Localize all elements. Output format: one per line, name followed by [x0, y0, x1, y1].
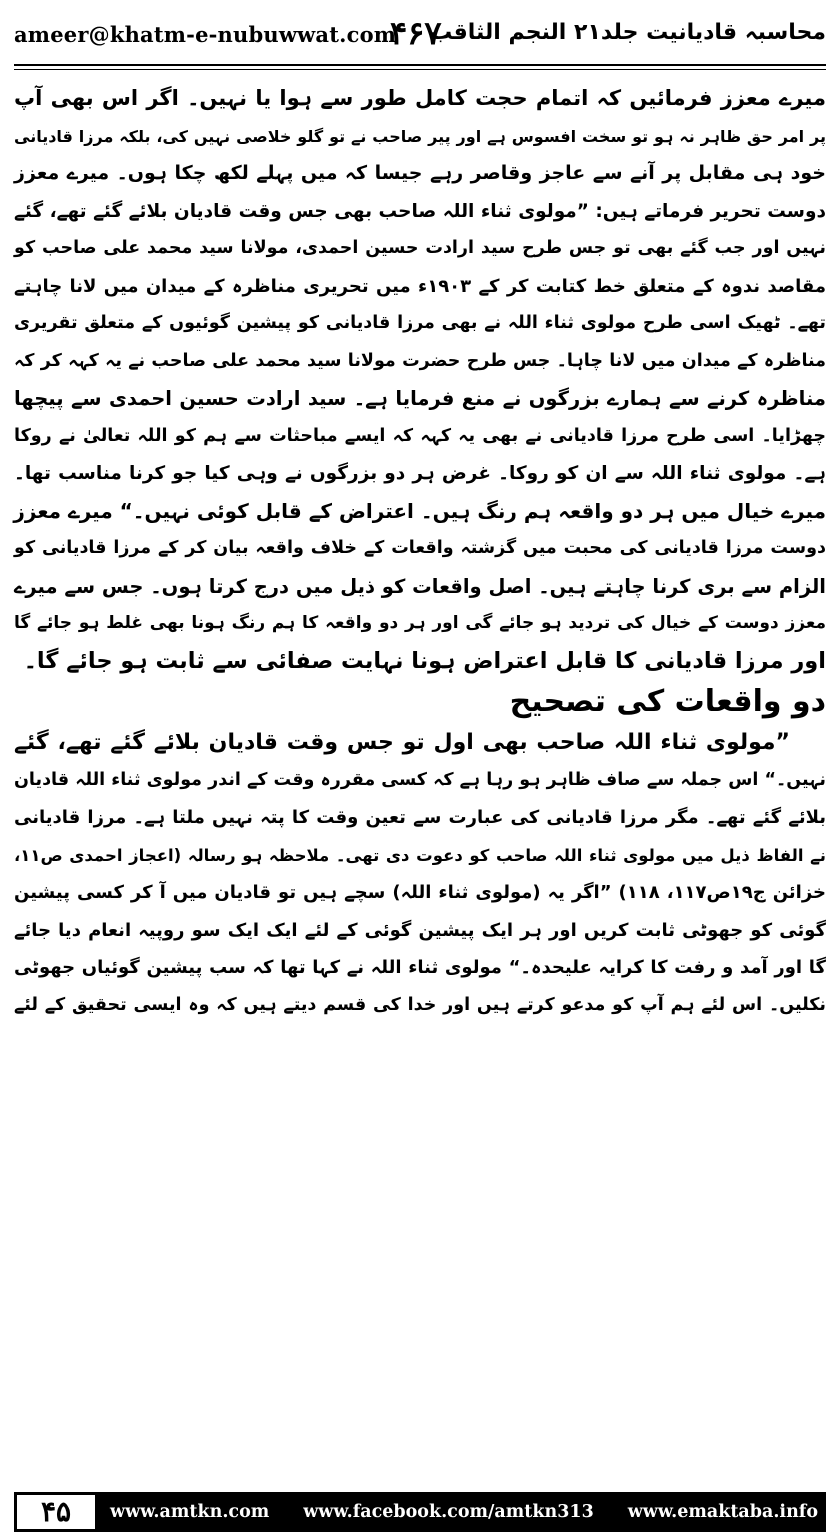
header-page-number: ۴۶۷ [390, 14, 442, 52]
footer-page-number: ۴۵ [14, 1492, 98, 1532]
text-line: گوئی کو جھوٹی ثابت کریں اور ہر ایک پیشین گوئی کے لئے ایک ایک سو روپیہ انعام دیا جائے [14, 919, 826, 941]
text-line: گا اور آمد و رفت کا کرایہ علیحدہ۔“ مولوی ثناء اللہ نے کہا تھا کہ سب پیشین گوئیاں جھوٹی [14, 957, 826, 978]
text-line: دوست تحریر فرماتے ہیں: ”مولوی ثناء اللہ صاحب بھی جس وقت قادیان بلائے گئے تھے، گئے [14, 200, 826, 222]
text-line: چھڑایا۔ اسی طرح مرزا قادیانی نے بھی یہ کہہ کہ ایسے مباحثات سے ہم کو اللہ تعالیٰ نے روکا [14, 425, 826, 446]
page-body [14, 80, 826, 1024]
text-line: معزز دوست کے خیال کی تردید ہو جائے گی اور ہر دو واقعہ کا ہم رنگ ہونا بھی غلط ہو جائے گا [14, 613, 826, 633]
text-line: نہیں۔“ اس جملہ سے صاف ظاہر ہو رہا ہے کہ کسی مقررہ وقت کے اندر مولوی ثناء اللہ قادیان [14, 769, 826, 790]
text-line: اور مرزا قادیانی کا قابل اعتراض ہونا نہایت صفائی سے ثابت ہو جائے گا۔ [23, 647, 826, 674]
header-rule [14, 64, 826, 66]
text-line: بلائے گئے تھے۔ مگر مرزا قادیانی کی عبارت سے تعین وقت کا پتہ نہیں ملتا ہے۔ مرزا قادیانی [14, 807, 826, 828]
text-line: دوست مرزا قادیانی کی محبت میں گزشتہ واقعات کے خلاف واقعہ بیان کر کے مرزا قادیانی کو [14, 538, 826, 558]
text-line: ہے۔ مولوی ثناء اللہ سے ان کو روکا۔ غرض ہر دو بزرگوں نے وہی کیا جو کرنا مناسب تھا۔ [14, 463, 826, 484]
section-heading: دو واقعات کی تصحیح [509, 684, 826, 719]
text-line: پر امر حق ظاہر نہ ہو تو سخت افسوس ہے اور پیر صاحب نے تو گلو خلاصی نہیں کی، بلکہ مرزا قادیانی [14, 126, 826, 146]
text-line: نہیں اور جب گئے بھی تو جس طرح سید ارادت حسین احمدی، مولانا سید محمد علی صاحب کو [14, 238, 826, 258]
text-line: الزام سے بری کرنا چاہتے ہیں۔ اصل واقعات کو ذیل میں درج کرتا ہوں۔ جس سے میرے [14, 574, 826, 598]
header-email: ameer@khatm-e-nubuwwat.com [14, 22, 397, 47]
text-line: خود ہی مقابل پر آنے سے عاجز وقاصر رہے جیسا کہ میں پہلے لکھ چکا ہوں۔ میرے معزز [14, 162, 826, 184]
footer-website-links: www.amtkn.com www.facebook.com/amtkn313 www.emaktaba.info [110, 1502, 818, 1522]
text-line: نکلیں۔ اس لئے ہم آپ کو مدعو کرتے ہیں اور خدا کی قسم دیتے ہیں کہ وہ ایسی تحقیق کے لئے [14, 994, 826, 1015]
text-line: مقاصد ندوہ کے متعلق خط کتابت کر کے ۱۹۰۳ء میں تحریری مناظرہ کے میدان میں لانا چاہتے [14, 275, 827, 297]
header-rule-thin [14, 69, 826, 70]
header-book-title: محاسبہ قادیانیت جلد۲۱ النجم الثاقب [430, 20, 826, 45]
text-line: تھے۔ ٹھیک اسی طرح مولوی ثناء اللہ نے بھی مرزا قادیانی کو پیشین گوئیوں کے متعلق تقریری [14, 313, 826, 333]
text-line: مناظرہ کرنے سے ہمارے بزرگوں نے منع فرمایا ہے۔ سید ارادت حسین احمدی سے پیچھا [14, 387, 826, 410]
text-line: نے الفاظ ذیل میں مولوی ثناء اللہ صاحب کو دعوت دی تھی۔ ملاحظہ ہو رسالہ (اعجاز احمدی ص۱۱، [14, 845, 826, 865]
text-line: مناظرہ کے میدان میں لانا چاہا۔ جس طرح حضرت مولانا سید محمد علی صاحب نے یہ کہہ کر کہ [14, 350, 826, 371]
page-header [14, 14, 826, 60]
text-line: میرے خیال میں ہر دو واقعہ ہم رنگ ہیں۔ اعتراض کے قابل کوئی نہیں۔“ میرے معزز [13, 498, 826, 523]
page-footer [14, 1492, 826, 1532]
text-line: ”مولوی ثناء اللہ صاحب بھی اول تو جس وقت قادیان بلائے گئے تھے، گئے [14, 730, 790, 755]
text-line: میرے معزز فرمائیں کہ اتمام حجت کامل طور سے ہوا یا نہیں۔ اگر اس بھی آپ [14, 86, 826, 110]
text-line: خزائن ج۱۹ص۱۱۷، ۱۱۸) ”اگر یہ (مولوی ثناء اللہ) سچے ہیں تو قادیان میں آ کر کسی پیشین [14, 882, 826, 903]
